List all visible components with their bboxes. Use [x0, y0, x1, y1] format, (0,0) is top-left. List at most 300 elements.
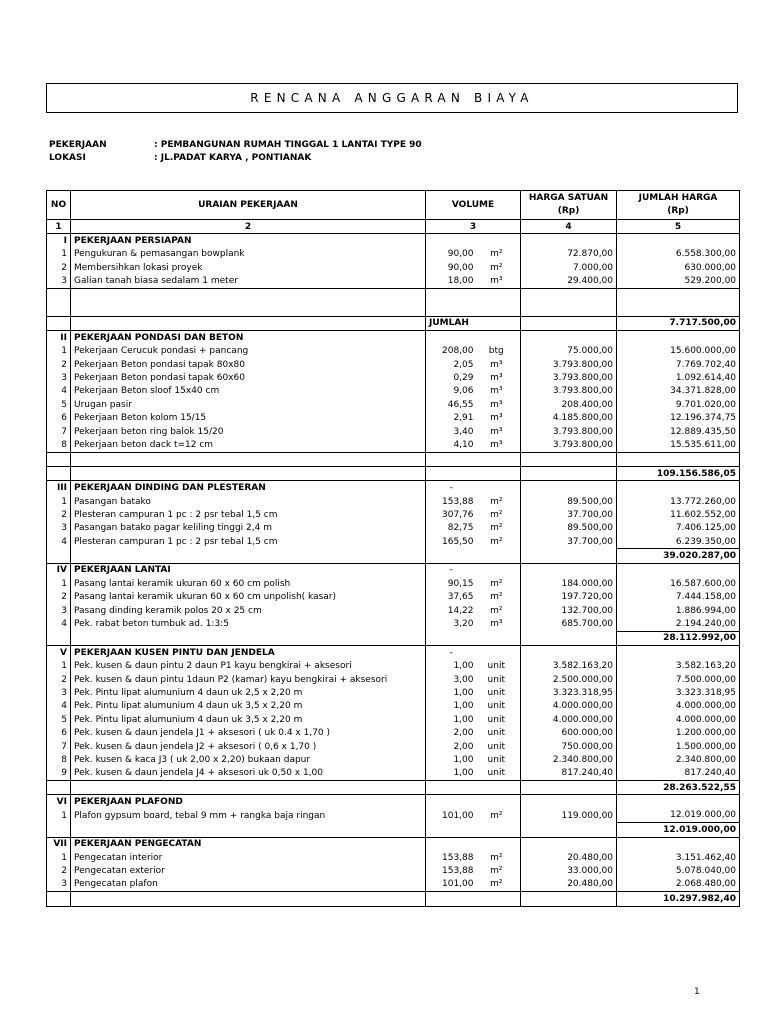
pekerjaan-value: : PEMBANGUNAN RUMAH TINGGAL 1 LANTAI TYPE 90	[154, 140, 422, 150]
item-unit-price: 600.000,00	[521, 726, 617, 739]
item-number: 3	[47, 275, 71, 289]
blank-cell	[426, 302, 476, 316]
section-row	[47, 795, 740, 809]
section-unit	[476, 563, 521, 577]
subtotal-harga	[521, 631, 617, 645]
item-description: Pek. kusen & daun jendela J4 + aksesori uk 0,50 x 1,00	[71, 767, 426, 781]
blank-row	[47, 288, 740, 302]
item-number: 1	[47, 851, 71, 864]
item-unit: unit	[476, 753, 521, 766]
item-unit-price: 3.323.318,95	[521, 686, 617, 699]
colnum-2: 2	[71, 220, 426, 234]
item-total: 12.889.435,50	[617, 425, 740, 438]
section-row	[47, 331, 740, 345]
section-volume: -	[426, 481, 476, 495]
section-title: PEKERJAAN PERSIAPAN	[71, 234, 426, 248]
item-unit: m²	[476, 495, 521, 508]
header-no: NO	[47, 191, 71, 220]
header-jumlah-harga	[617, 191, 740, 220]
header-harga-line2: (Rp)	[557, 206, 580, 216]
section-jumlah	[617, 837, 740, 851]
item-total: 630.000,00	[617, 261, 740, 274]
item-total: 1.500.000,00	[617, 740, 740, 753]
blank-cell	[426, 288, 476, 302]
blank-row	[47, 302, 740, 316]
item-description: Pek. kusen & kaca J3 ( uk 2,00 x 2,20) bukaan dapur	[71, 753, 426, 766]
item-unit: unit	[476, 686, 521, 699]
item-volume: 2,91	[426, 411, 476, 424]
item-total: 12.019.000,00	[617, 809, 740, 823]
item-unit-price: 3.793.800,00	[521, 358, 617, 371]
item-volume: 2,00	[426, 740, 476, 753]
section-harga	[521, 795, 617, 809]
item-number: 2	[47, 508, 71, 521]
subtotal-desc	[71, 892, 426, 906]
item-unit-price: 72.870,00	[521, 248, 617, 261]
item-volume: 1,00	[426, 700, 476, 713]
subtotal-row	[47, 316, 740, 330]
colnum-1: 1	[47, 220, 71, 234]
item-number: 2	[47, 864, 71, 877]
item-number: 3	[47, 686, 71, 699]
item-unit: unit	[476, 767, 521, 781]
section-harga	[521, 646, 617, 660]
item-unit: m³	[476, 398, 521, 411]
item-unit-price: 33.000,00	[521, 864, 617, 877]
item-total: 7.444.158,00	[617, 591, 740, 604]
section-number: VI	[47, 795, 71, 809]
item-description: Pek. Pintu lipat alumunium 4 daun uk 3,5 x 2,20 m	[71, 713, 426, 726]
item-description: Plesteran campuran 1 pc : 2 psr tebal 1,5 cm	[71, 508, 426, 521]
section-jumlah	[617, 481, 740, 495]
item-description: Pengukuran & pemasangan bowplank	[71, 248, 426, 261]
item-unit: m³	[476, 385, 521, 398]
item-unit-price: 75.000,00	[521, 345, 617, 358]
subtotal-desc	[71, 316, 426, 330]
item-number: 1	[47, 809, 71, 823]
item-volume: 1,00	[426, 660, 476, 673]
table-row	[47, 686, 740, 699]
table-row	[47, 878, 740, 892]
item-unit-price: 685.700,00	[521, 617, 617, 631]
item-unit-price: 3.793.800,00	[521, 385, 617, 398]
table-row	[47, 726, 740, 739]
subtotal-unit	[476, 823, 521, 837]
subtotal-vol	[426, 781, 476, 795]
item-number: 1	[47, 345, 71, 358]
subtotal-value: 28.263.522,55	[617, 781, 740, 795]
table-row	[47, 700, 740, 713]
subtotal-harga	[521, 316, 617, 330]
item-number: 5	[47, 398, 71, 411]
blank-cell	[71, 288, 426, 302]
item-number: 1	[47, 248, 71, 261]
item-description: Pengecatan plafon	[71, 878, 426, 892]
table-row	[47, 577, 740, 590]
subtotal-row	[47, 823, 740, 837]
subtotal-harga	[521, 467, 617, 481]
section-unit	[476, 795, 521, 809]
item-total: 2.068.480,00	[617, 878, 740, 892]
item-description: Pekerjaan beton ring balok 15/20	[71, 425, 426, 438]
blank-cell	[47, 452, 71, 466]
item-unit: btg	[476, 345, 521, 358]
section-harga	[521, 563, 617, 577]
subtotal-no	[47, 781, 71, 795]
item-number: 3	[47, 878, 71, 892]
item-number: 6	[47, 726, 71, 739]
subtotal-row	[47, 892, 740, 906]
item-number: 4	[47, 535, 71, 549]
item-total: 15.535.611,00	[617, 438, 740, 452]
item-number: 4	[47, 617, 71, 631]
table-row	[47, 385, 740, 398]
item-unit-price: 3.793.800,00	[521, 371, 617, 384]
subtotal-value: 109.156.586,05	[617, 467, 740, 481]
item-total: 2.194.240,00	[617, 617, 740, 631]
item-unit: m²	[476, 851, 521, 864]
item-unit-price: 4.185.800,00	[521, 411, 617, 424]
subtotal-harga	[521, 892, 617, 906]
table-body	[47, 234, 740, 906]
colnum-5: 5	[617, 220, 740, 234]
item-description: Pasang dinding keramik polos 20 x 25 cm	[71, 604, 426, 617]
item-number: 7	[47, 425, 71, 438]
header-jumlah-line1: JUMLAH HARGA	[638, 193, 718, 203]
item-volume: 1,00	[426, 753, 476, 766]
subtotal-row	[47, 631, 740, 645]
table-row	[47, 438, 740, 452]
item-unit: m³	[476, 275, 521, 289]
item-volume: 3,00	[426, 673, 476, 686]
item-unit-price: 3.793.800,00	[521, 425, 617, 438]
item-number: 4	[47, 385, 71, 398]
blank-cell	[47, 302, 71, 316]
blank-cell	[617, 452, 740, 466]
item-unit-price: 20.480,00	[521, 878, 617, 892]
item-unit: m²	[476, 261, 521, 274]
subtotal-value: 28.112.992,00	[617, 631, 740, 645]
item-description: Pek. kusen & daun pintu 1daun P2 (kamar) kayu bengkirai + aksesori	[71, 673, 426, 686]
item-unit-price: 2.340.800,00	[521, 753, 617, 766]
blank-cell	[521, 452, 617, 466]
table-row	[47, 767, 740, 781]
header-volume: VOLUME	[426, 191, 521, 220]
subtotal-row	[47, 549, 740, 563]
item-unit-price: 29.400,00	[521, 275, 617, 289]
table-row	[47, 275, 740, 289]
table-row	[47, 358, 740, 371]
item-unit-price: 2.500.000,00	[521, 673, 617, 686]
item-volume: 101,00	[426, 878, 476, 892]
subtotal-harga	[521, 823, 617, 837]
item-number: 3	[47, 371, 71, 384]
header-harga-line1: HARGA SATUAN	[528, 193, 609, 203]
item-description: Pasang lantai keramik ukuran 60 x 60 cm polish	[71, 577, 426, 590]
table-row	[47, 591, 740, 604]
blank-cell	[476, 452, 521, 466]
item-number: 1	[47, 495, 71, 508]
blank-cell	[47, 288, 71, 302]
item-description: Pek. Pintu lipat alumunium 4 daun uk 2,5 x 2,20 m	[71, 686, 426, 699]
subtotal-unit	[476, 467, 521, 481]
item-volume: 14,22	[426, 604, 476, 617]
item-number: 3	[47, 522, 71, 535]
item-unit: unit	[476, 740, 521, 753]
item-description: Pasangan batako	[71, 495, 426, 508]
blank-cell	[476, 302, 521, 316]
item-description: Pekerjaan Beton pondasi tapak 60x60	[71, 371, 426, 384]
item-description: Pek. kusen & daun jendela J2 + aksesori ( 0,6 x 1,70 )	[71, 740, 426, 753]
item-volume: 3,40	[426, 425, 476, 438]
item-description: Pekerjaan Beton sloof 15x40 cm	[71, 385, 426, 398]
item-volume: 165,50	[426, 535, 476, 549]
blank-cell	[617, 302, 740, 316]
subtotal-unit	[476, 892, 521, 906]
item-volume: 82,75	[426, 522, 476, 535]
blank-cell	[521, 302, 617, 316]
item-volume: 90,00	[426, 261, 476, 274]
table-row	[47, 660, 740, 673]
section-title: PEKERJAAN DINDING DAN PLESTERAN	[71, 481, 426, 495]
item-unit-price: 119.000,00	[521, 809, 617, 823]
page-number: 1	[694, 987, 700, 997]
table-row	[47, 617, 740, 631]
section-unit	[476, 646, 521, 660]
item-total: 1.886.994,00	[617, 604, 740, 617]
subtotal-no	[47, 823, 71, 837]
item-number: 2	[47, 358, 71, 371]
section-number: III	[47, 481, 71, 495]
item-unit: unit	[476, 713, 521, 726]
item-number: 9	[47, 767, 71, 781]
item-total: 13.772.260,00	[617, 495, 740, 508]
section-title: PEKERJAAN PONDASI DAN BETON	[71, 331, 426, 345]
section-volume	[426, 795, 476, 809]
item-total: 15.600.000,00	[617, 345, 740, 358]
item-volume: 153,88	[426, 864, 476, 877]
section-volume	[426, 234, 476, 248]
item-description: Pekerjaan Cerucuk pondasi + pancang	[71, 345, 426, 358]
item-unit-price: 817.240,40	[521, 767, 617, 781]
table-row	[47, 248, 740, 261]
item-total: 5.078.040,00	[617, 864, 740, 877]
subtotal-row	[47, 781, 740, 795]
item-volume: 153,88	[426, 851, 476, 864]
item-volume: 18,00	[426, 275, 476, 289]
subtotal-unit	[476, 781, 521, 795]
lokasi-value: : JL.PADAT KARYA , PONTIANAK	[154, 153, 312, 163]
item-description: Pek. kusen & daun jendela J1 + aksesori ( uk 0.4 x 1,70 )	[71, 726, 426, 739]
section-row	[47, 646, 740, 660]
item-description: Pek. Pintu lipat alumunium 4 daun uk 3,5 x 2,20 m	[71, 700, 426, 713]
blank-cell	[617, 288, 740, 302]
item-unit: m³	[476, 438, 521, 452]
item-unit-price: 750.000,00	[521, 740, 617, 753]
item-total: 4.000.000,00	[617, 700, 740, 713]
section-title: PEKERJAAN PLAFOND	[71, 795, 426, 809]
table-row	[47, 425, 740, 438]
table-header-row	[47, 191, 740, 220]
item-unit: m²	[476, 604, 521, 617]
section-harga	[521, 234, 617, 248]
section-unit	[476, 837, 521, 851]
table-row	[47, 495, 740, 508]
section-number: V	[47, 646, 71, 660]
table-row	[47, 508, 740, 521]
item-unit-price: 37.700,00	[521, 508, 617, 521]
section-row	[47, 563, 740, 577]
item-description: Pengecatan interior	[71, 851, 426, 864]
subtotal-row	[47, 467, 740, 481]
section-jumlah	[617, 795, 740, 809]
section-jumlah	[617, 331, 740, 345]
item-unit: m³	[476, 371, 521, 384]
section-jumlah	[617, 563, 740, 577]
item-total: 1.092.614,40	[617, 371, 740, 384]
item-total: 11.602.552,00	[617, 508, 740, 521]
section-title: PEKERJAAN LANTAI	[71, 563, 426, 577]
item-description: Plesteran campuran 1 pc : 2 psr tebal 1,5 cm	[71, 535, 426, 549]
subtotal-unit	[476, 631, 521, 645]
item-unit-price: 20.480,00	[521, 851, 617, 864]
subtotal-unit	[476, 549, 521, 563]
section-jumlah	[617, 646, 740, 660]
subtotal-no	[47, 316, 71, 330]
section-jumlah	[617, 234, 740, 248]
section-harga	[521, 837, 617, 851]
item-total: 817.240,40	[617, 767, 740, 781]
subtotal-desc	[71, 467, 426, 481]
section-title: PEKERJAAN PENGECATAN	[71, 837, 426, 851]
item-volume: 1,00	[426, 713, 476, 726]
item-total: 12.196.374,75	[617, 411, 740, 424]
subtotal-vol	[426, 823, 476, 837]
item-number: 2	[47, 673, 71, 686]
item-description: Pek. kusen & daun pintu 2 daun P1 kayu bengkirai + aksesori	[71, 660, 426, 673]
item-total: 529.200,00	[617, 275, 740, 289]
subtotal-value: 39.020.287,00	[617, 549, 740, 563]
item-unit: unit	[476, 673, 521, 686]
item-number: 5	[47, 713, 71, 726]
blank-cell	[521, 288, 617, 302]
section-volume: -	[426, 563, 476, 577]
blank-row	[47, 452, 740, 466]
blank-cell	[71, 302, 426, 316]
item-volume: 1,00	[426, 767, 476, 781]
item-total: 7.500.000,00	[617, 673, 740, 686]
section-volume: -	[426, 646, 476, 660]
item-total: 6.558.300,00	[617, 248, 740, 261]
table-row	[47, 864, 740, 877]
item-description: Membersihkan lokasi proyek	[71, 261, 426, 274]
item-number: 6	[47, 411, 71, 424]
item-volume: 4,10	[426, 438, 476, 452]
item-total: 3.582.163,20	[617, 660, 740, 673]
item-number: 8	[47, 438, 71, 452]
section-volume	[426, 331, 476, 345]
item-unit: m³	[476, 358, 521, 371]
item-description: Urugan pasir	[71, 398, 426, 411]
item-number: 7	[47, 740, 71, 753]
item-total: 9.701.020,00	[617, 398, 740, 411]
item-unit: m²	[476, 878, 521, 892]
item-volume: 208,00	[426, 345, 476, 358]
header-uraian: URAIAN PEKERJAAN	[71, 191, 426, 220]
section-number: I	[47, 234, 71, 248]
section-unit	[476, 481, 521, 495]
item-number: 4	[47, 700, 71, 713]
item-unit: m³	[476, 425, 521, 438]
subtotal-no	[47, 549, 71, 563]
item-volume: 1,00	[426, 686, 476, 699]
item-unit-price: 197.720,00	[521, 591, 617, 604]
item-volume: 0,29	[426, 371, 476, 384]
item-number: 1	[47, 577, 71, 590]
subtotal-desc	[71, 549, 426, 563]
subtotal-vol	[426, 892, 476, 906]
item-unit: m²	[476, 535, 521, 549]
item-total: 7.406.125,00	[617, 522, 740, 535]
table-row	[47, 809, 740, 823]
item-number: 2	[47, 261, 71, 274]
table-row	[47, 261, 740, 274]
table-row	[47, 740, 740, 753]
item-description: Galian tanah biasa sedalam 1 meter	[71, 275, 426, 289]
item-unit: m²	[476, 809, 521, 823]
table-row	[47, 753, 740, 766]
section-number: IV	[47, 563, 71, 577]
table-row	[47, 713, 740, 726]
item-total: 2.340.800,00	[617, 753, 740, 766]
item-unit: m³	[476, 411, 521, 424]
item-total: 7.769.702,40	[617, 358, 740, 371]
item-description: Pasang lantai keramik ukuran 60 x 60 cm unpolish( kasar)	[71, 591, 426, 604]
header-harga-satuan	[521, 191, 617, 220]
item-description: Pekerjaan Beton kolom 15/15	[71, 411, 426, 424]
item-unit-price: 208.400,00	[521, 398, 617, 411]
item-total: 16.587.600,00	[617, 577, 740, 590]
item-unit: m²	[476, 248, 521, 261]
subtotal-harga	[521, 549, 617, 563]
item-unit-price: 4.000.000,00	[521, 700, 617, 713]
subtotal-vol	[426, 467, 476, 481]
item-description: Pekerjaan Beton pondasi tapak 80x80	[71, 358, 426, 371]
section-number: II	[47, 331, 71, 345]
item-unit: m²	[476, 522, 521, 535]
item-description: Pek. rabat beton tumbuk ad. 1:3:5	[71, 617, 426, 631]
subtotal-desc	[71, 631, 426, 645]
item-number: 2	[47, 591, 71, 604]
colnum-3: 3	[426, 220, 521, 234]
subtotal-no	[47, 467, 71, 481]
table-row	[47, 345, 740, 358]
item-volume: 3,20	[426, 617, 476, 631]
item-unit: m²	[476, 577, 521, 590]
item-unit-price: 37.700,00	[521, 535, 617, 549]
item-unit: m²	[476, 508, 521, 521]
item-unit: unit	[476, 726, 521, 739]
item-number: 3	[47, 604, 71, 617]
section-unit	[476, 234, 521, 248]
item-unit: unit	[476, 700, 521, 713]
table-row	[47, 411, 740, 424]
item-volume: 90,15	[426, 577, 476, 590]
table-row	[47, 522, 740, 535]
section-title: PEKERJAAN KUSEN PINTU DAN JENDELA	[71, 646, 426, 660]
table-row	[47, 535, 740, 549]
subtotal-desc	[71, 823, 426, 837]
